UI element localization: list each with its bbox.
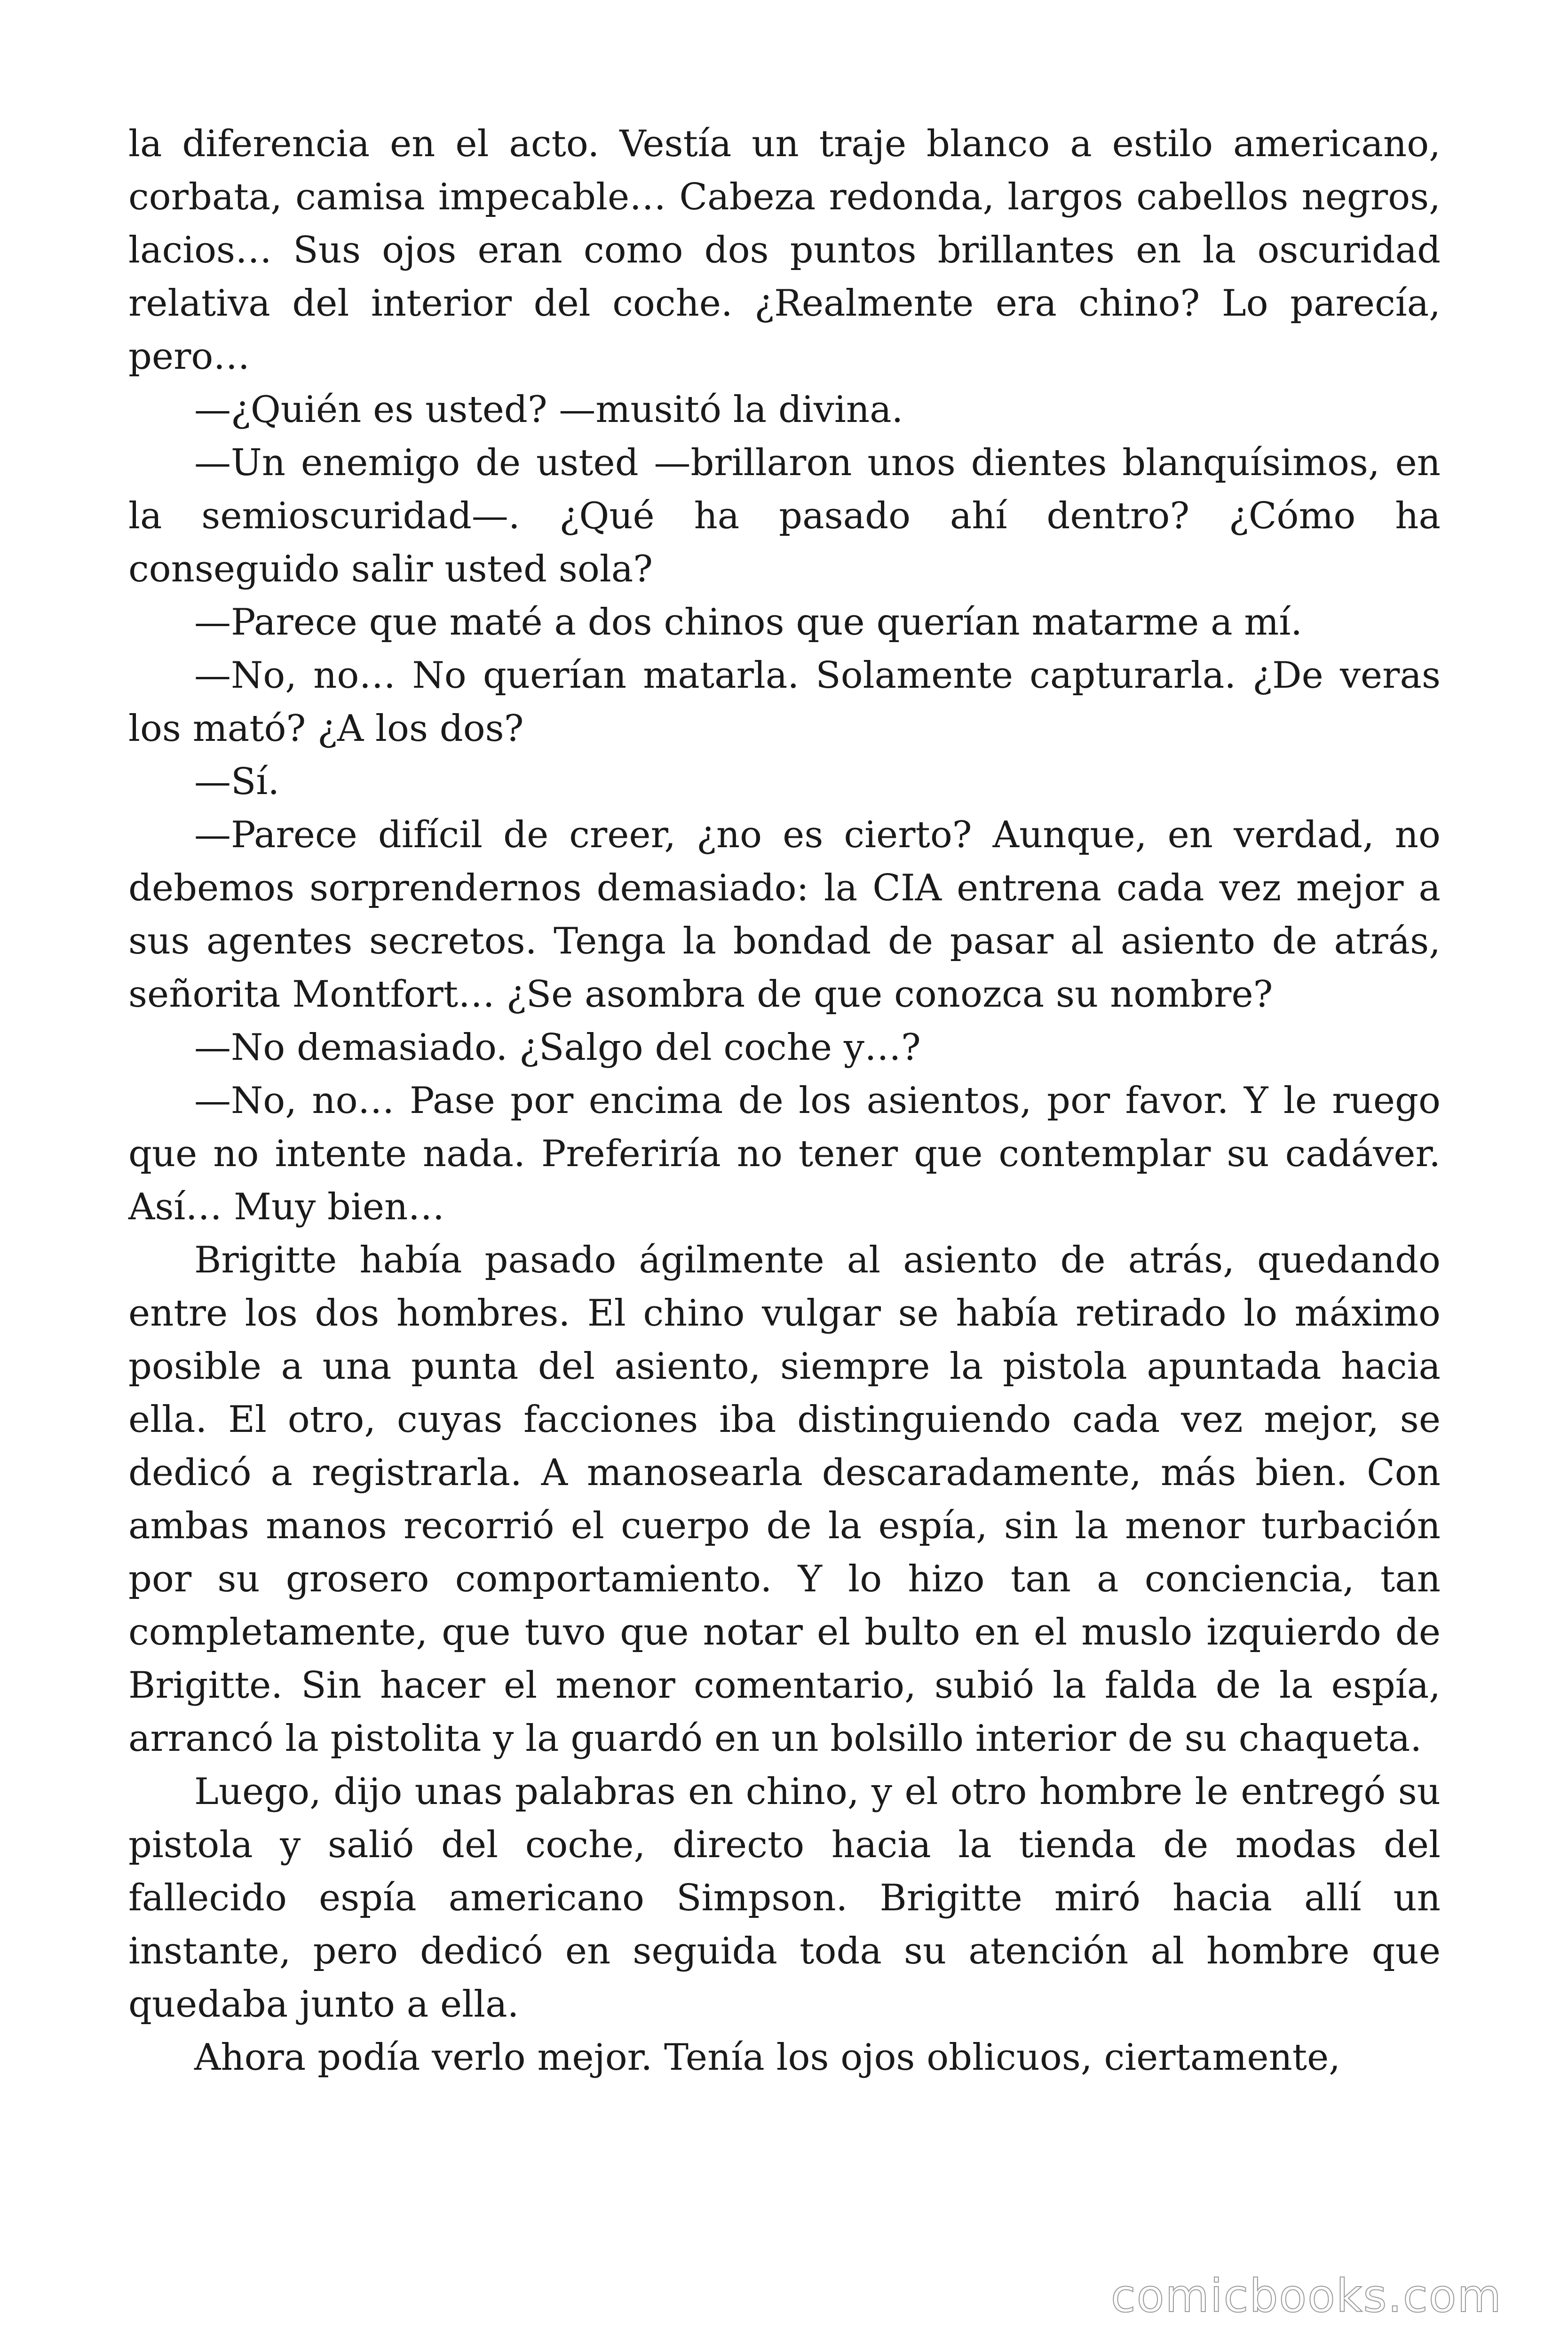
- paragraph: —Parece difícil de creer, ¿no es cierto? Aunque, en verdad, no debemos sorprendernos demasiado: la CIA entrena cada vez mejor a sus agentes secretos. Tenga la bondad de pasar al asiento de atrás, señorita Montfort… ¿Se asombra de que conozca su nombre?: [128, 814, 1441, 1016]
- paragraph: —No, no… Pase por encima de los asientos, por favor. Y le ruego que no intente nada. Preferiría no tener que contemplar su cadáver. Así… Muy bien…: [128, 1080, 1441, 1228]
- paragraph: —¿Quién es usted? —musitó la divina.: [194, 389, 903, 431]
- watermark: comicbooks.com: [1110, 2270, 1502, 2322]
- body-text: [128, 118, 1441, 2084]
- paragraph: Luego, dijo unas palabras en chino, y el otro hombre le entregó su pistola y salió del coche, directo hacia la tienda de modas del fallecido espía americano Simpson. Brigitte miró hacia allí un instante, pero dedicó en seguida toda su atención al hombre que quedaba junto a ella.: [128, 1771, 1441, 2026]
- paragraph: Ahora podía verlo mejor. Tenía los ojos oblicuos, ciertamente,: [194, 2036, 1341, 2079]
- paragraph: —No, no… No querían matarla. Solamente capturarla. ¿De veras los mató? ¿A los dos?: [128, 654, 1441, 750]
- paragraph: Brigitte había pasado ágilmente al asiento de atrás, quedando entre los dos hombres. El chino vulgar se había retirado lo máximo posible a una punta del asiento, siempre la pistola apuntada hacia ella. El otro, cuyas facciones iba distinguiendo cada vez mejor, se dedicó a registrarla. A manosearla descaradamente, más bien. Con ambas manos recorrió el cuerpo de la espía, sin la menor turbación por su grosero comportamiento. Y lo hizo tan a conciencia, tan completamente, que tuvo que notar el bulto en el muslo izquierdo de Brigitte. Sin hacer el menor comentario, subió la falda de la espía, arrancó la pistolita y la guardó en un bolsillo interior de su chaqueta.: [128, 1239, 1441, 1760]
- paragraph: la diferencia en el acto. Vestía un traje blanco a estilo americano, corbata, camisa impecable… Cabeza redonda, largos cabellos negros, lacios… Sus ojos eran como dos puntos brillantes en la oscuridad relativa del interior del coche. ¿Realmente era chino? Lo parecía, pero…: [128, 123, 1441, 378]
- paragraph: —Un enemigo de usted —brillaron unos dientes blanquísimos, en la semioscuridad—. ¿Qué ha pasado ahí dentro? ¿Cómo ha conseguido salir usted sola?: [128, 442, 1441, 590]
- paragraph: —Parece que maté a dos chinos que querían matarme a mí.: [194, 601, 1303, 644]
- paragraph: —Sí.: [194, 761, 280, 803]
- paragraph: —No demasiado. ¿Salgo del coche y…?: [194, 1026, 921, 1069]
